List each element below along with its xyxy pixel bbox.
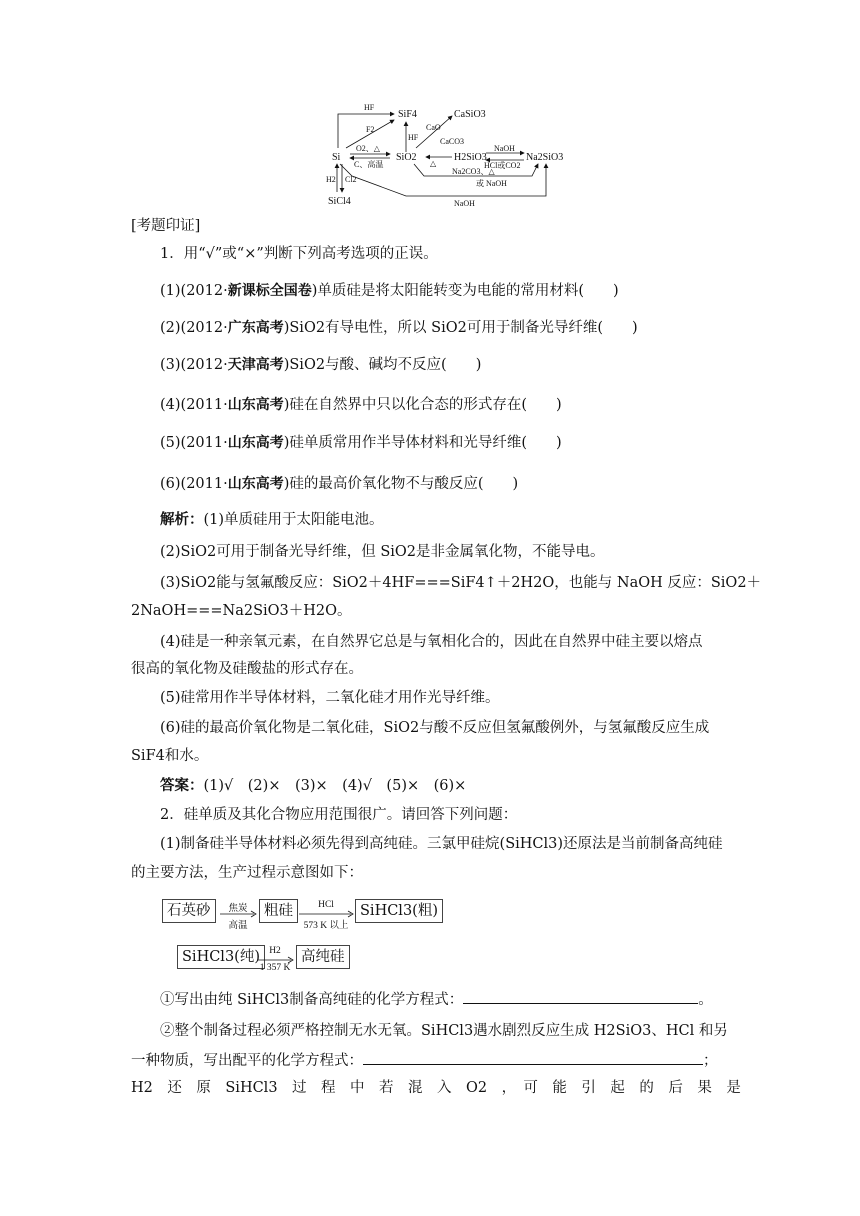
source-tag: 山东高考 [227, 435, 284, 451]
q1-item-2: (2)(2012·广东高考)SiO2有导电性，所以 SiO2可用于制备光导纤维( ) [160, 320, 638, 336]
q2-sub-3: H2 还 原 SiHCl3 过 程 中 若 混 入 O2 ， 可 能 引 起 的 后 果 是 [131, 1080, 741, 1096]
analysis-line-4: 2NaOH===Na2SiO3＋H2O。 [131, 603, 352, 619]
silicon-reaction-diagram [326, 96, 576, 210]
analysis-line-1: 解析：(1)单质硅用于太阳能电池。 [160, 512, 384, 528]
answer-line: 答案：(1)√ (2)× (3)× (4)√ (5)× (6)× [160, 778, 467, 794]
q1-item-1: (1)(2012·新课标全国卷)单质硅是将太阳能转变为电能的常用材料( ) [160, 283, 619, 299]
flow-box-sihcl3-crude: SiHCl3(粗) [355, 899, 443, 923]
source-tag: 广东高考 [227, 320, 284, 336]
flow-box-pure-si: 高纯硅 [296, 945, 350, 969]
node-na2sio3: Na2SiO3 [526, 152, 564, 163]
node-si: Si [332, 152, 341, 163]
analysis-line-9: SiF4和水。 [131, 748, 209, 764]
label-delta: △ [430, 159, 437, 168]
q1-item-4: (4)(2011·山东高考)硅在自然界中只以化合态的形式存在( ) [160, 397, 562, 413]
q2-sub-1: ①写出由纯 SiHCl3制备高纯硅的化学方程式： 。 [160, 989, 713, 1010]
analysis-line-5: (4)硅是一种亲氧元素，在自然界它总是与氧相化合的，因此在自然界中硅主要以熔点 [160, 634, 703, 650]
node-h2sio3: H2SiO3 [454, 152, 487, 163]
node-sicl4: SiCl4 [328, 196, 351, 207]
label-f2: F2 [366, 125, 375, 134]
q2-p1-line-1: (1)制备硅半导体材料必须先得到高纯硅。三氯甲硅烷(SiHCl3)还原法是当前制备高纯硅 [160, 836, 723, 852]
label-or-naoh: 或 NaOH [476, 179, 507, 188]
flow-arrow-h2: H2 1 357 K [255, 944, 295, 978]
q1-intro: 1．用“√”或“×”判断下列高考选项的正误。 [160, 246, 438, 262]
answer-blank-2[interactable] [363, 1050, 703, 1065]
label-naoh: NaOH [494, 144, 515, 153]
answer-blank-1[interactable] [463, 989, 698, 1004]
analysis-line-6: 很高的氧化物及硅酸盐的形式存在。 [131, 661, 363, 677]
flow-arrow-hcl: HCl 573 K 以上 [297, 898, 355, 932]
flow-arrow-coke: 焦炭 高温 [218, 898, 258, 932]
q1-item-3: (3)(2012·天津高考)SiO2与酸、碱均不反应( ) [160, 357, 482, 373]
source-tag: 山东高考 [227, 476, 284, 492]
source-tag: 山东高考 [227, 397, 284, 413]
label-na2co3-heat: Na2CO3、△ [452, 167, 495, 176]
analysis-line-3: (3)SiO2能与氢氟酸反应：SiO2＋4HF===SiF4↑＋2H2O，也能与 NaOH 反应：SiO2＋ [160, 575, 762, 591]
label-hf-top: HF [364, 103, 375, 112]
node-sio2: SiO2 [396, 152, 417, 163]
label-o2-heat: O2、△ [356, 144, 380, 153]
label-cao: CaO [426, 123, 441, 132]
q2-p1-line-2: 的主要方法，生产过程示意图如下： [131, 865, 363, 881]
flow-box-quartz: 石英砂 [162, 899, 216, 923]
analysis-line-7: (5)硅常用作半导体材料，二氧化硅才用作光导纤维。 [160, 690, 500, 706]
q1-item-5: (5)(2011·山东高考)硅单质常用作半导体材料和光导纤维( ) [160, 435, 562, 451]
source-tag: 新课标全国卷 [227, 283, 312, 299]
flow-box-sihcl3-pure: SiHCl3(纯) [177, 945, 265, 969]
analysis-label: 解析： [160, 512, 204, 528]
node-casio3: CaSiO3 [454, 109, 486, 120]
section-title: [考题印证] [131, 218, 201, 234]
q2-intro: 2．硅单质及其化合物应用范围很广。请回答下列问题： [160, 807, 518, 823]
analysis-line-2: (2)SiO2可用于制备光导纤维，但 SiO2是非金属氧化物，不能导电。 [160, 544, 605, 560]
flow-box-crude-si: 粗硅 [259, 899, 298, 923]
q1-item-6: (6)(2011·山东高考)硅的最高价氧化物不与酸反应( ) [160, 476, 519, 492]
source-tag: 天津高考 [227, 357, 284, 373]
label-cl2: Cl2 [345, 175, 357, 184]
label-hcl-co2: HCl或CO2 [484, 161, 521, 170]
label-naoh-bottom: NaOH [454, 199, 475, 208]
label-caco3: CaCO3 [440, 137, 464, 146]
analysis-line-8: (6)硅的最高价氧化物是二氧化硅，SiO2与酸不反应但氢氟酸例外，与氢氟酸反应生成 [160, 720, 710, 736]
label-h2: H2 [326, 175, 336, 184]
node-sif4: SiF4 [398, 109, 417, 120]
q2-sub-2-line-2: 一种物质，写出配平的化学方程式： ； [131, 1050, 718, 1071]
q2-sub-2-line-1: ②整个制备过程必须严格控制无水无氧。SiHCl3遇水剧烈反应生成 H2SiO3、HCl 和另 [160, 1023, 728, 1039]
label-hf-mid: HF [408, 133, 419, 142]
label-c-high: C、高温 [354, 160, 384, 169]
answer-label: 答案： [160, 778, 204, 794]
